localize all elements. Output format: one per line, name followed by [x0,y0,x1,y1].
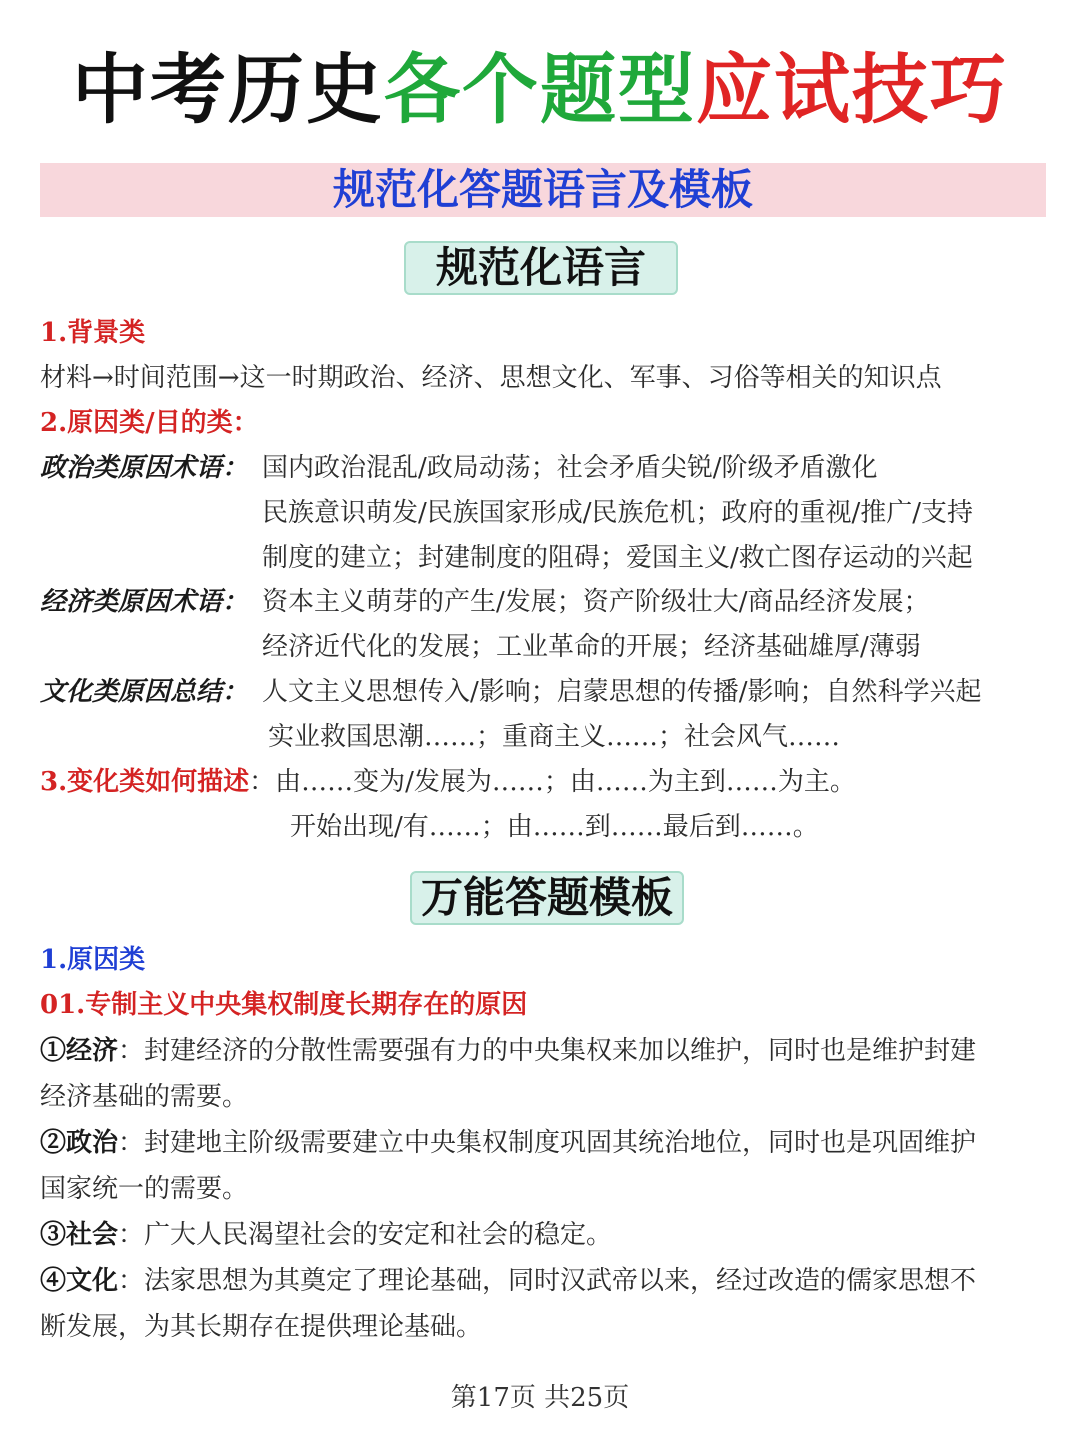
section-heading-universal-template: 万能答题模板 [410,871,684,925]
item-label: ④文化 [40,1266,119,1296]
item-label: ②政治 [40,1128,119,1158]
page-title [0,40,1080,140]
political-cause-label: 政治类原因术语： [40,453,249,483]
change-line: ：由……变为/发展为……；由……为主到……为主。 [249,767,856,797]
list-item [40,1031,976,1071]
subtitle-banner: 规范化答题语言及模板 [40,163,1046,217]
list-item [40,1261,976,1301]
change-line: 开始出现/有……；由……到……最后到……。 [290,812,819,842]
item-text: ：封建地主阶级需要建立中央集权制度巩固其统治地位，同时也是巩固维护 [118,1128,977,1158]
list-item [40,1123,976,1163]
item-label: ③社会 [40,1220,119,1250]
title-part-1: 中考历史 [72,45,384,134]
change-row [40,762,856,802]
economic-cause-line: 经济近代化的发展；工业革命的开展；经济基础雄厚/薄弱 [262,632,921,662]
page-number: 第17页 共25页 [450,1383,630,1413]
political-cause-line: 民族意识萌发/民族国家形成/民族危机；政府的重视/推广/支持 [262,498,974,528]
cause-heading: 2.原因类/目的类： [40,408,259,438]
cultural-cause-label: 文化类原因总结： [40,677,249,707]
template-topic: 01.专制主义中央集权制度长期存在的原因 [40,990,528,1020]
item-text: ：广大人民渴望社会的安定和社会的稳定。 [118,1220,613,1250]
political-cause-line: 国内政治混乱/政局动荡；社会矛盾尖锐/阶级矛盾激化 [262,453,878,483]
economic-cause-label: 经济类原因术语： [40,587,249,617]
item-text: 国家统一的需要。 [40,1174,249,1204]
title-part-3: 应试技巧 [696,45,1008,134]
item-text: ：法家思想为其奠定了理论基础，同时汉武帝以来，经过改造的儒家思想不 [118,1266,977,1296]
cultural-cause-line: 人文主义思想传入/影响；启蒙思想的传播/影响；自然科学兴起 [262,677,982,707]
section-heading-standard-language: 规范化语言 [404,241,678,295]
background-text: 材料→时间范围→这一时期政治、经济、思想文化、军事、习俗等相关的知识点 [40,363,942,393]
item-text: 经济基础的需要。 [40,1082,249,1112]
item-text: 断发展，为其长期存在提供理论基础。 [40,1312,483,1342]
title-part-2: 各个题型 [384,45,696,134]
background-heading: 1.背景类 [40,318,146,348]
economic-cause-line: 资本主义萌芽的产生/发展；资产阶级壮大/商品经济发展； [262,587,930,617]
template-sub-heading: 1.原因类 [40,945,146,975]
list-item [40,1215,612,1255]
change-heading: 3.变化类如何描述 [40,767,250,797]
cultural-cause-line: 实业救国思潮……；重商主义……；社会风气…… [268,722,841,752]
item-text: ：封建经济的分散性需要强有力的中央集权来加以维护，同时也是维护封建 [118,1036,977,1066]
political-cause-line: 制度的建立；封建制度的阻碍；爱国主义/救亡图存运动的兴起 [262,543,973,573]
item-label: ①经济 [40,1036,119,1066]
